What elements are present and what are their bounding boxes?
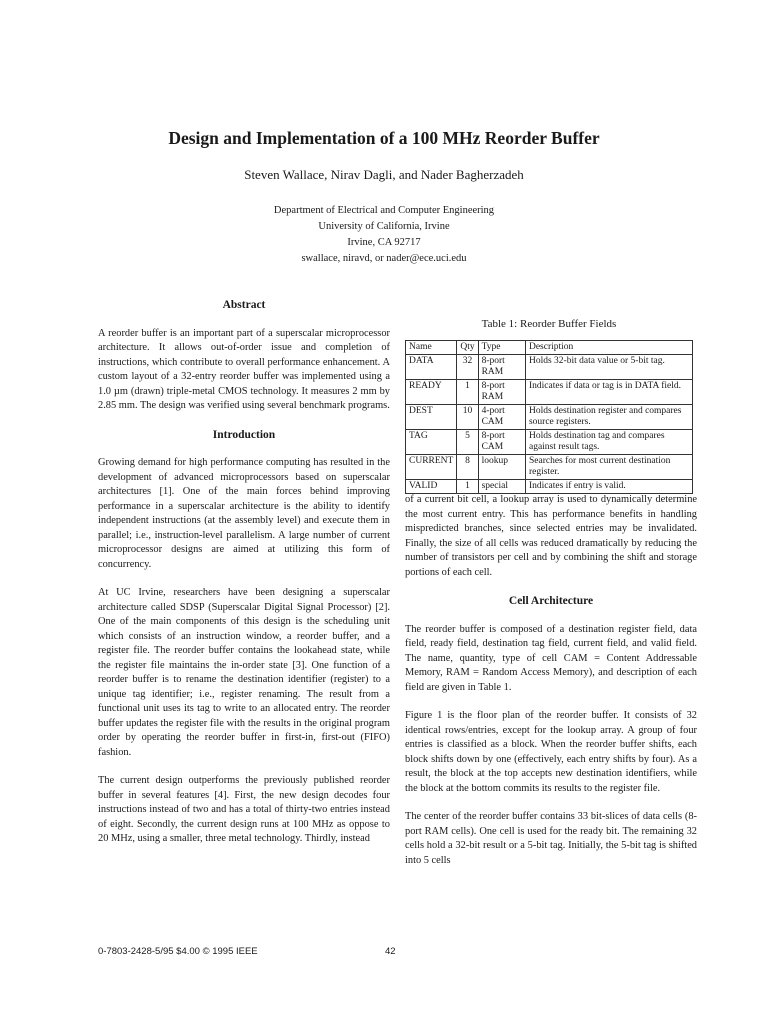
row-description: Holds destination tag and compares against result tags.	[525, 430, 692, 455]
row-type: 8-port RAM	[478, 355, 525, 380]
row-description: Holds destination register and compares source registers.	[525, 405, 692, 430]
intro-paragraph-2: At UC Irvine, researchers have been designing a superscalar architecture called SDSP (Superscalar Digital Signal Processor) [2]. One of the main components of this design is the scheduling unit which consists of an instruction window, a reorder buffer, and a register file. The reorder buffer contains the lookahead state, while the register file maintains the in-order state [3]. One function of a reorder buffer is to rename the destination identifier (register) to a unique tag identifier; i.e., register renaming. The result from a functional unit uses its tag to write to an allocated entry. The reorder buffer updates the register file with the results in the original program order by operating the reorder buffer in first-in, first-out (FIFO) fashion.	[98, 587, 390, 758]
row-qty: 8	[457, 455, 478, 480]
table-caption: Table 1: Reorder Buffer Fields	[481, 318, 617, 330]
row-description: Indicates if entry is valid.	[525, 480, 692, 494]
row-name: DEST	[406, 405, 457, 430]
cell-paragraph-3: The center of the reorder buffer contains 33 bit-slices of data cells (8-port RAM cells). One cell is used for the ready bit. The remaining 32 cells hold a 32-bit result or a 5-bit tag. Initially, the 5-bit tag is shifted into 5 cells	[405, 811, 697, 866]
row-name: DATA	[406, 355, 457, 380]
header-description: Description	[525, 341, 692, 355]
row-type: 8-port RAM	[478, 380, 525, 405]
header-name: Name	[406, 341, 457, 355]
row-qty: 10	[457, 405, 478, 430]
table-row	[406, 405, 693, 430]
row-description: Searches for most current destination register.	[525, 455, 692, 480]
reorder-buffer-table	[405, 318, 693, 494]
row-qty: 1	[457, 380, 478, 405]
affiliation-email: swallace, niravd, or nader@ece.uci.edu	[301, 253, 467, 264]
table-row	[406, 455, 693, 480]
copyright-footer: 0-7803-2428-5/95 $4.00 © 1995 IEEE	[98, 946, 258, 957]
right-column	[405, 493, 697, 882]
left-column	[98, 298, 390, 861]
introduction-heading: Introduction	[212, 428, 276, 441]
row-type: 8-port CAM	[478, 430, 525, 455]
paper-title: Design and Implementation of a 100 MHz Reorder Buffer	[168, 128, 600, 148]
cell-architecture-heading: Cell Architecture	[508, 595, 594, 607]
row-name: VALID	[406, 480, 457, 494]
row-name: TAG	[406, 430, 457, 455]
abstract-heading: Abstract	[222, 299, 266, 311]
author-list: Steven Wallace, Nirav Dagli, and Nader Bagherzadeh	[244, 167, 524, 182]
header-type: Type	[478, 341, 525, 355]
row-description: Indicates if data or tag is in DATA field.	[525, 380, 692, 405]
fields-table	[405, 340, 693, 494]
row-type: 4-port CAM	[478, 405, 525, 430]
row-type: lookup	[478, 455, 525, 480]
table-row	[406, 380, 693, 405]
intro-paragraph-3: The current design outperforms the previously published reorder buffer in several features [4]. First, the new design decodes four instructions instead of two and has a total of thirty-two entries instead of eight. Secondly, the current design runs at 100 MHz as oppose to 20 MHz, using a smaller, three metal technology. Thirdly, instead	[98, 775, 390, 844]
affiliation-city: Irvine, CA 92717	[347, 237, 421, 248]
affiliation-block	[0, 203, 768, 267]
intro-paragraph-1: Growing demand for high performance computing has resulted in the development of advanced microprocessors based on superscalar architectures [1]. One of the main forces behind improving performance in a superscalar architecture is the ability to identify independent instructions (at the assembly level) and execute them in parallel; i.e., instruction-level parallelism. A large number of current microprocessor designs are aimed at utilizing this form of concurrency.	[98, 457, 390, 570]
table-row	[406, 480, 693, 494]
continuation-paragraph: of a current bit cell, a lookup array is used to dynamically determine the most current entry. This has performance benefits in handling mispredicted branches, since selected entries may be invalidated. Finally, the size of all cells was reduced dramatically by reducing the number of transistors per cell and by combining the shift and storage portions of each cell.	[405, 494, 697, 578]
cell-paragraph-2: Figure 1 is the floor plan of the reorder buffer. It consists of 32 identical rows/entries, except for the lookup array. A group of four entries is classified as a block. When the reorder buffer shifts, each block shifts down by one (effectively, each entry shifts by four). As a result, the block at the top accepts new destination identifiers, while the block at the bottom commits its results to the register file.	[405, 710, 697, 794]
header-qty: Qty	[457, 341, 478, 355]
page-number: 42	[385, 946, 396, 957]
row-description: Holds 32-bit data value or 5-bit tag.	[525, 355, 692, 380]
row-name: CURRENT	[406, 455, 457, 480]
row-qty: 5	[457, 430, 478, 455]
table-header-row	[406, 341, 693, 355]
table-row	[406, 355, 693, 380]
row-name: READY	[406, 380, 457, 405]
row-qty: 1	[457, 480, 478, 494]
affiliation-department: Department of Electrical and Computer Engineering	[273, 205, 495, 216]
row-type: special	[478, 480, 525, 494]
abstract-text: A reorder buffer is an important part of a superscalar microprocessor architecture. It allows out-of-order issue and completion of instructions, which contribute to overall performance enhancement. A custom layout of a 32-entry reorder buffer was implemented using a 1.0 µm (drawn) triple-metal CMOS technology. It measures 2 mm by 2.85 mm. The design was verified using several benchmark programs.	[98, 327, 390, 411]
cell-paragraph-1: The reorder buffer is composed of a destination register field, data field, ready field, destination tag field, current field, and valid field. The name, quantity, type of cell CAM = Content Addressable Memory, RAM = Random Access Memory), and description of each field are given in Table 1.	[405, 623, 697, 693]
table-row	[406, 430, 693, 455]
row-qty: 32	[457, 355, 478, 380]
affiliation-university: University of California, Irvine	[318, 221, 450, 232]
